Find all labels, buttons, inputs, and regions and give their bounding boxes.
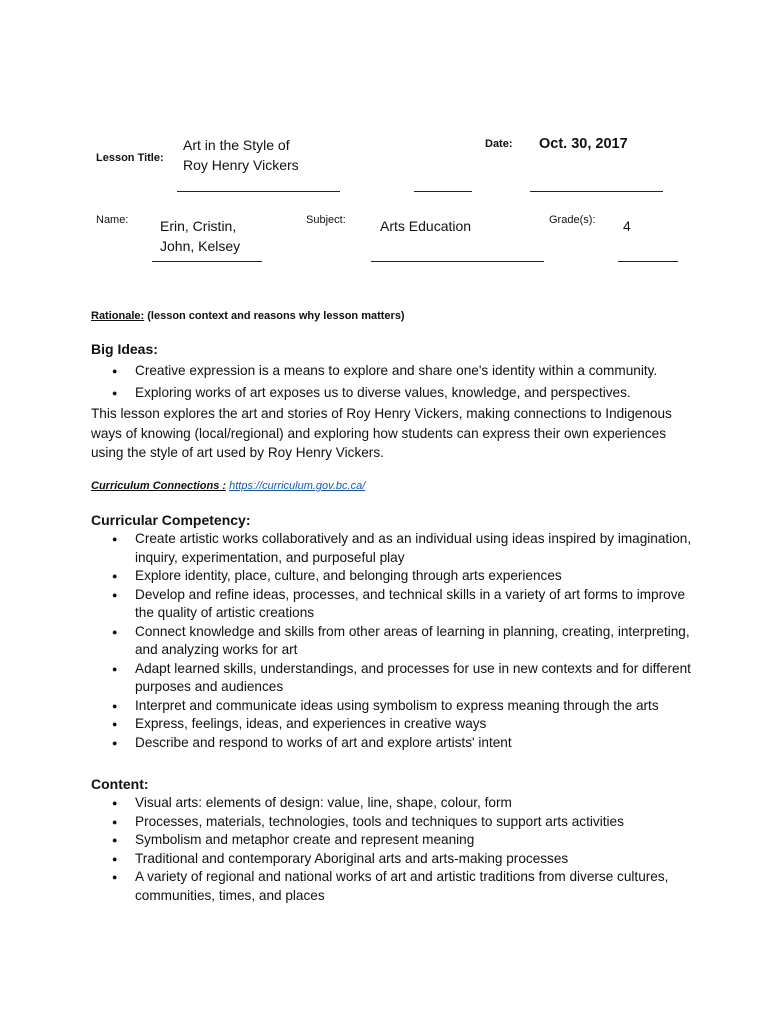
big-ideas-heading: Big Ideas:	[91, 341, 158, 357]
grade-underline	[618, 261, 678, 262]
content-heading: Content:	[91, 776, 149, 792]
grade-label: Grade(s):	[549, 214, 596, 226]
rationale-label: Rationale:	[91, 310, 145, 322]
list-item: ● Develop and refine ideas, processes, and technical skills in a variety of art forms to improve the quality of artistic creations	[112, 586, 692, 623]
name-value	[160, 216, 240, 256]
rationale-line	[91, 310, 405, 322]
lesson-title-label: Lesson Title:	[96, 152, 164, 164]
subject-label: Subject:	[306, 214, 346, 226]
name-line-2: John, Kelsey	[160, 238, 241, 254]
list-item: ● Interpret and communicate ideas using symbolism to express meaning through the arts	[112, 697, 692, 716]
list-item: ● Connect knowledge and skills from other areas of learning in planning, creating, interpreting, and analyzing works for art	[112, 623, 692, 660]
grade-value: 4	[623, 218, 631, 234]
name-line-1: Erin, Cristin,	[160, 218, 237, 234]
list-item: ● Express, feelings, ideas, and experiences in creative ways	[112, 715, 692, 734]
list-item: ● Processes, materials, technologies, tools and techniques to support arts activities	[112, 813, 692, 832]
curriculum-label: Curriculum Connections :	[91, 480, 227, 492]
lesson-title-underline	[177, 191, 340, 192]
subject-underline	[371, 261, 544, 262]
competency-list	[112, 530, 692, 752]
list-item: ● Symbolism and metaphor create and represent meaning	[112, 831, 692, 850]
date-value-underline	[530, 191, 663, 192]
date-label-underline	[414, 191, 472, 192]
competency-heading: Curricular Competency:	[91, 512, 251, 528]
list-item: ● Creative expression is a means to explore and share one's identity within a community.	[112, 362, 692, 381]
list-item: ● Describe and respond to works of art and explore artists' intent	[112, 734, 692, 753]
list-item: ● Adapt learned skills, understandings, and processes for use in new contexts and for different purposes and audiences	[112, 660, 692, 697]
list-item: ● Create artistic works collaboratively and as an individual using ideas inspired by imagination, inquiry, experimentation, and purposeful play	[112, 530, 692, 567]
lesson-paragraph: This lesson explores the art and stories of Roy Henry Vickers, making connections to Indigenous ways of knowing (local/regional) and exploring how students can express their own experiences using the style of art used by Roy Henry Vickers.	[91, 406, 672, 460]
date-label: Date:	[485, 138, 513, 150]
rationale-text: (lesson context and reasons why lesson matters)	[144, 310, 405, 322]
date-value: Oct. 30, 2017	[539, 136, 628, 152]
big-ideas-list	[112, 362, 692, 402]
list-item: ● Visual arts: elements of design: value, line, shape, colour, form	[112, 794, 692, 813]
lesson-title-value	[183, 135, 299, 175]
list-item: ● Explore identity, place, culture, and belonging through arts experiences	[112, 567, 692, 586]
name-underline	[152, 261, 262, 262]
curriculum-link[interactable]: https://curriculum.gov.bc.ca/	[229, 480, 366, 492]
lesson-title-line-2: Roy Henry Vickers	[183, 157, 299, 173]
name-label: Name:	[96, 214, 129, 226]
list-item: ● A variety of regional and national works of art and artistic traditions from diverse cultures, communities, times, and places	[112, 868, 692, 905]
curriculum-connections	[91, 480, 365, 492]
list-item: ● Traditional and contemporary Aboriginal arts and arts-making processes	[112, 850, 692, 869]
list-item: ● Exploring works of art exposes us to diverse values, knowledge, and perspectives.	[112, 384, 692, 403]
lesson-title-line-1: Art in the Style of	[183, 137, 290, 153]
content-list	[112, 794, 692, 905]
subject-value: Arts Education	[380, 218, 472, 234]
